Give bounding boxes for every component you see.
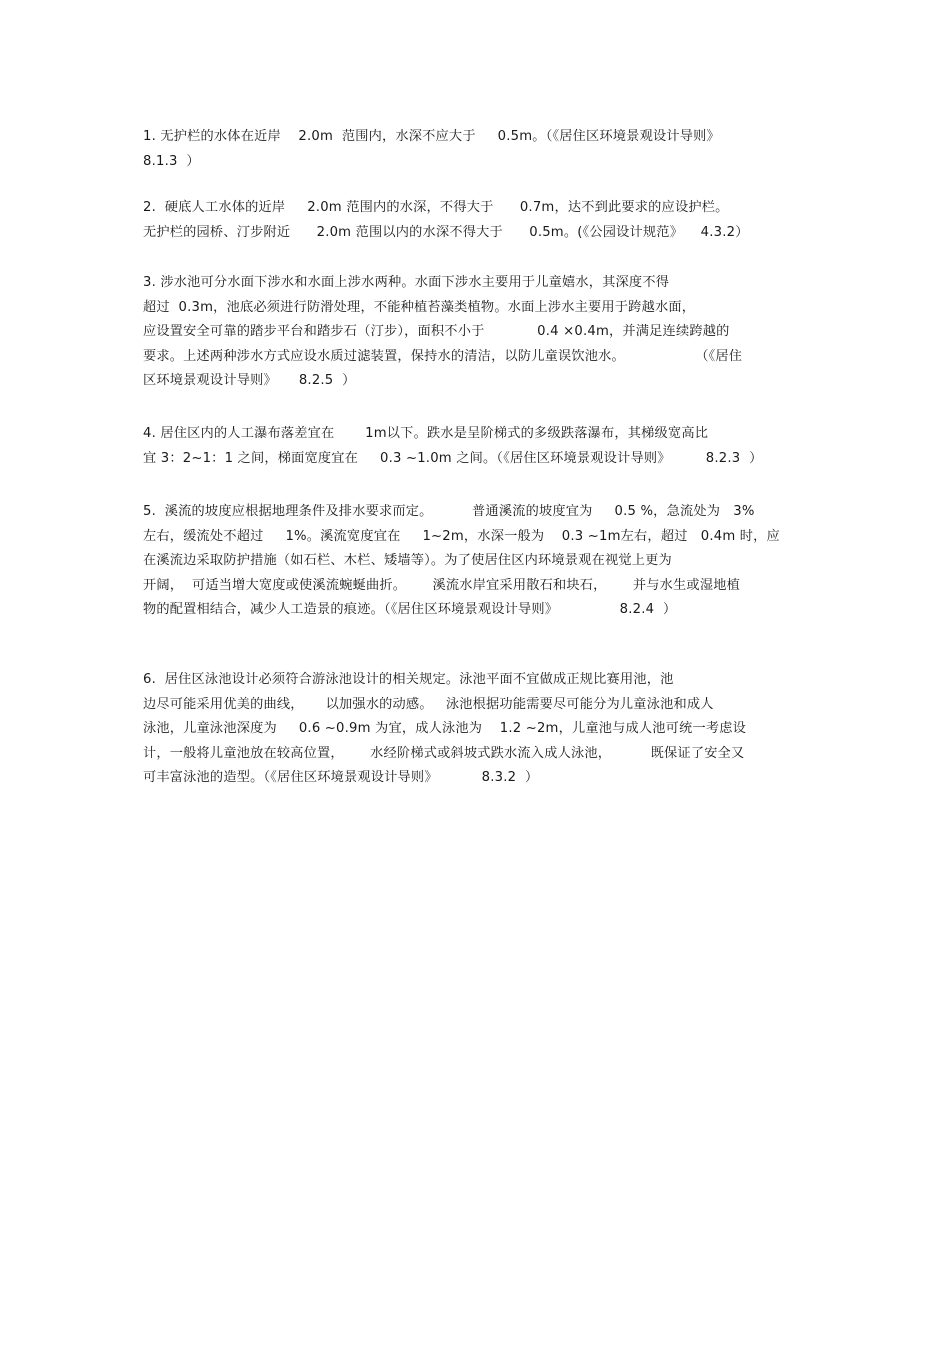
paragraph-line: 无护栏的园桥、汀步附近 2.0m 范围以内的水深不得大于 0.5m。(《公园设计规范》 4.3.2） xyxy=(143,224,749,240)
paragraph-line: 6. 居住区泳池设计必须符合游泳池设计的相关规定。泳池平面不宜做成正规比赛用池，池 xyxy=(143,672,674,687)
paragraph-line: 可丰富泳池的造型。（《居住区环境景观设计导则》 8.3.2 ） xyxy=(143,770,539,785)
paragraph-line: 宜 3：2~1：1 之间，梯面宽度宜在 0.3 ~1.0m 之间。（《居住区环境景观设计导则》 8.2.3 ） xyxy=(143,450,763,466)
paragraph-2 xyxy=(143,196,749,245)
paragraph-line: 边尽可能采用优美的曲线， 以加强水的动感。 泳池根据功能需要尽可能分为儿童泳池和成人 xyxy=(143,696,714,712)
paragraph-line: 左右，缓流处不超过 1%。溪流宽度宜在 1~2m，水深一般为 0.3 ~1m左右，超过 0.4m 时，应 xyxy=(143,528,780,544)
paragraph-line: 8.1.3 ） xyxy=(143,153,200,169)
paragraph-1 xyxy=(143,125,720,174)
paragraph-6 xyxy=(143,668,746,791)
paragraph-3 xyxy=(143,271,742,394)
paragraph-line: 3. 涉水池可分水面下涉水和水面上涉水两种。水面下涉水主要用于儿童嬉水，其深度不得 xyxy=(143,275,670,290)
paragraph-5 xyxy=(143,500,780,623)
paragraph-line: 计，一般将儿童池放在较高位置， 水经阶梯式或斜坡式跌水流入成人泳池， 既保证了安全又 xyxy=(143,745,745,761)
paragraph-line: 4. 居住区内的人工瀑布落差宜在 1m以下。跌水是呈阶梯式的多级跌落瀑布，其梯级宽高比 xyxy=(143,426,709,441)
paragraph-line: 超过 0.3m，池底必须进行防滑处理，不能种植苔藻类植物。水面上涉水主要用于跨越水面， xyxy=(143,299,696,315)
paragraph-line: 1. 无护栏的水体在近岸 2.0m 范围内，水深不应大于 0.5m。（《居住区环境景观设计导则》 xyxy=(143,129,720,144)
paragraph-line: 泳池，儿童泳池深度为 0.6 ~0.9m 为宜，成人泳池为 1.2 ~2m，儿童池与成人池可统一考虑设 xyxy=(143,721,746,736)
paragraph-line: 要求。上述两种涉水方式应设水质过滤装置，保持水的清洁，以防儿童误饮池水。 （《居住 xyxy=(143,348,743,364)
paragraph-line: 开阔， 可适当增大宽度或使溪流蜿蜒曲折。 溪流水岸宜采用散石和块石， 并与水生或湿地植 xyxy=(143,577,740,593)
paragraph-line: 区环境景观设计导则》 8.2.5 ） xyxy=(143,373,356,388)
paragraph-line: 在溪流边采取防护措施（如石栏、木栏、矮墙等）。为了使居住区内环境景观在视觉上更为 xyxy=(143,553,672,568)
paragraph-line: 物的配置相结合，减少人工造景的痕迹。（《居住区环境景观设计导则》 8.2.4 ） xyxy=(143,602,677,617)
paragraph-line: 5. 溪流的坡度应根据地理条件及排水要求而定。 普通溪流的坡度宜为 0.5 %，急流处为 3% xyxy=(143,504,755,519)
paragraph-4 xyxy=(143,422,762,471)
paragraph-line: 2. 硬底人工水体的近岸 2.0m 范围内的水深，不得大于 0.7m，达不到此要求的应设护栏。 xyxy=(143,200,729,215)
paragraph-line: 应设置安全可靠的踏步平台和踏步石（汀步），面积不小于 0.4 ×0.4m，并满足连续跨越的 xyxy=(143,324,730,339)
